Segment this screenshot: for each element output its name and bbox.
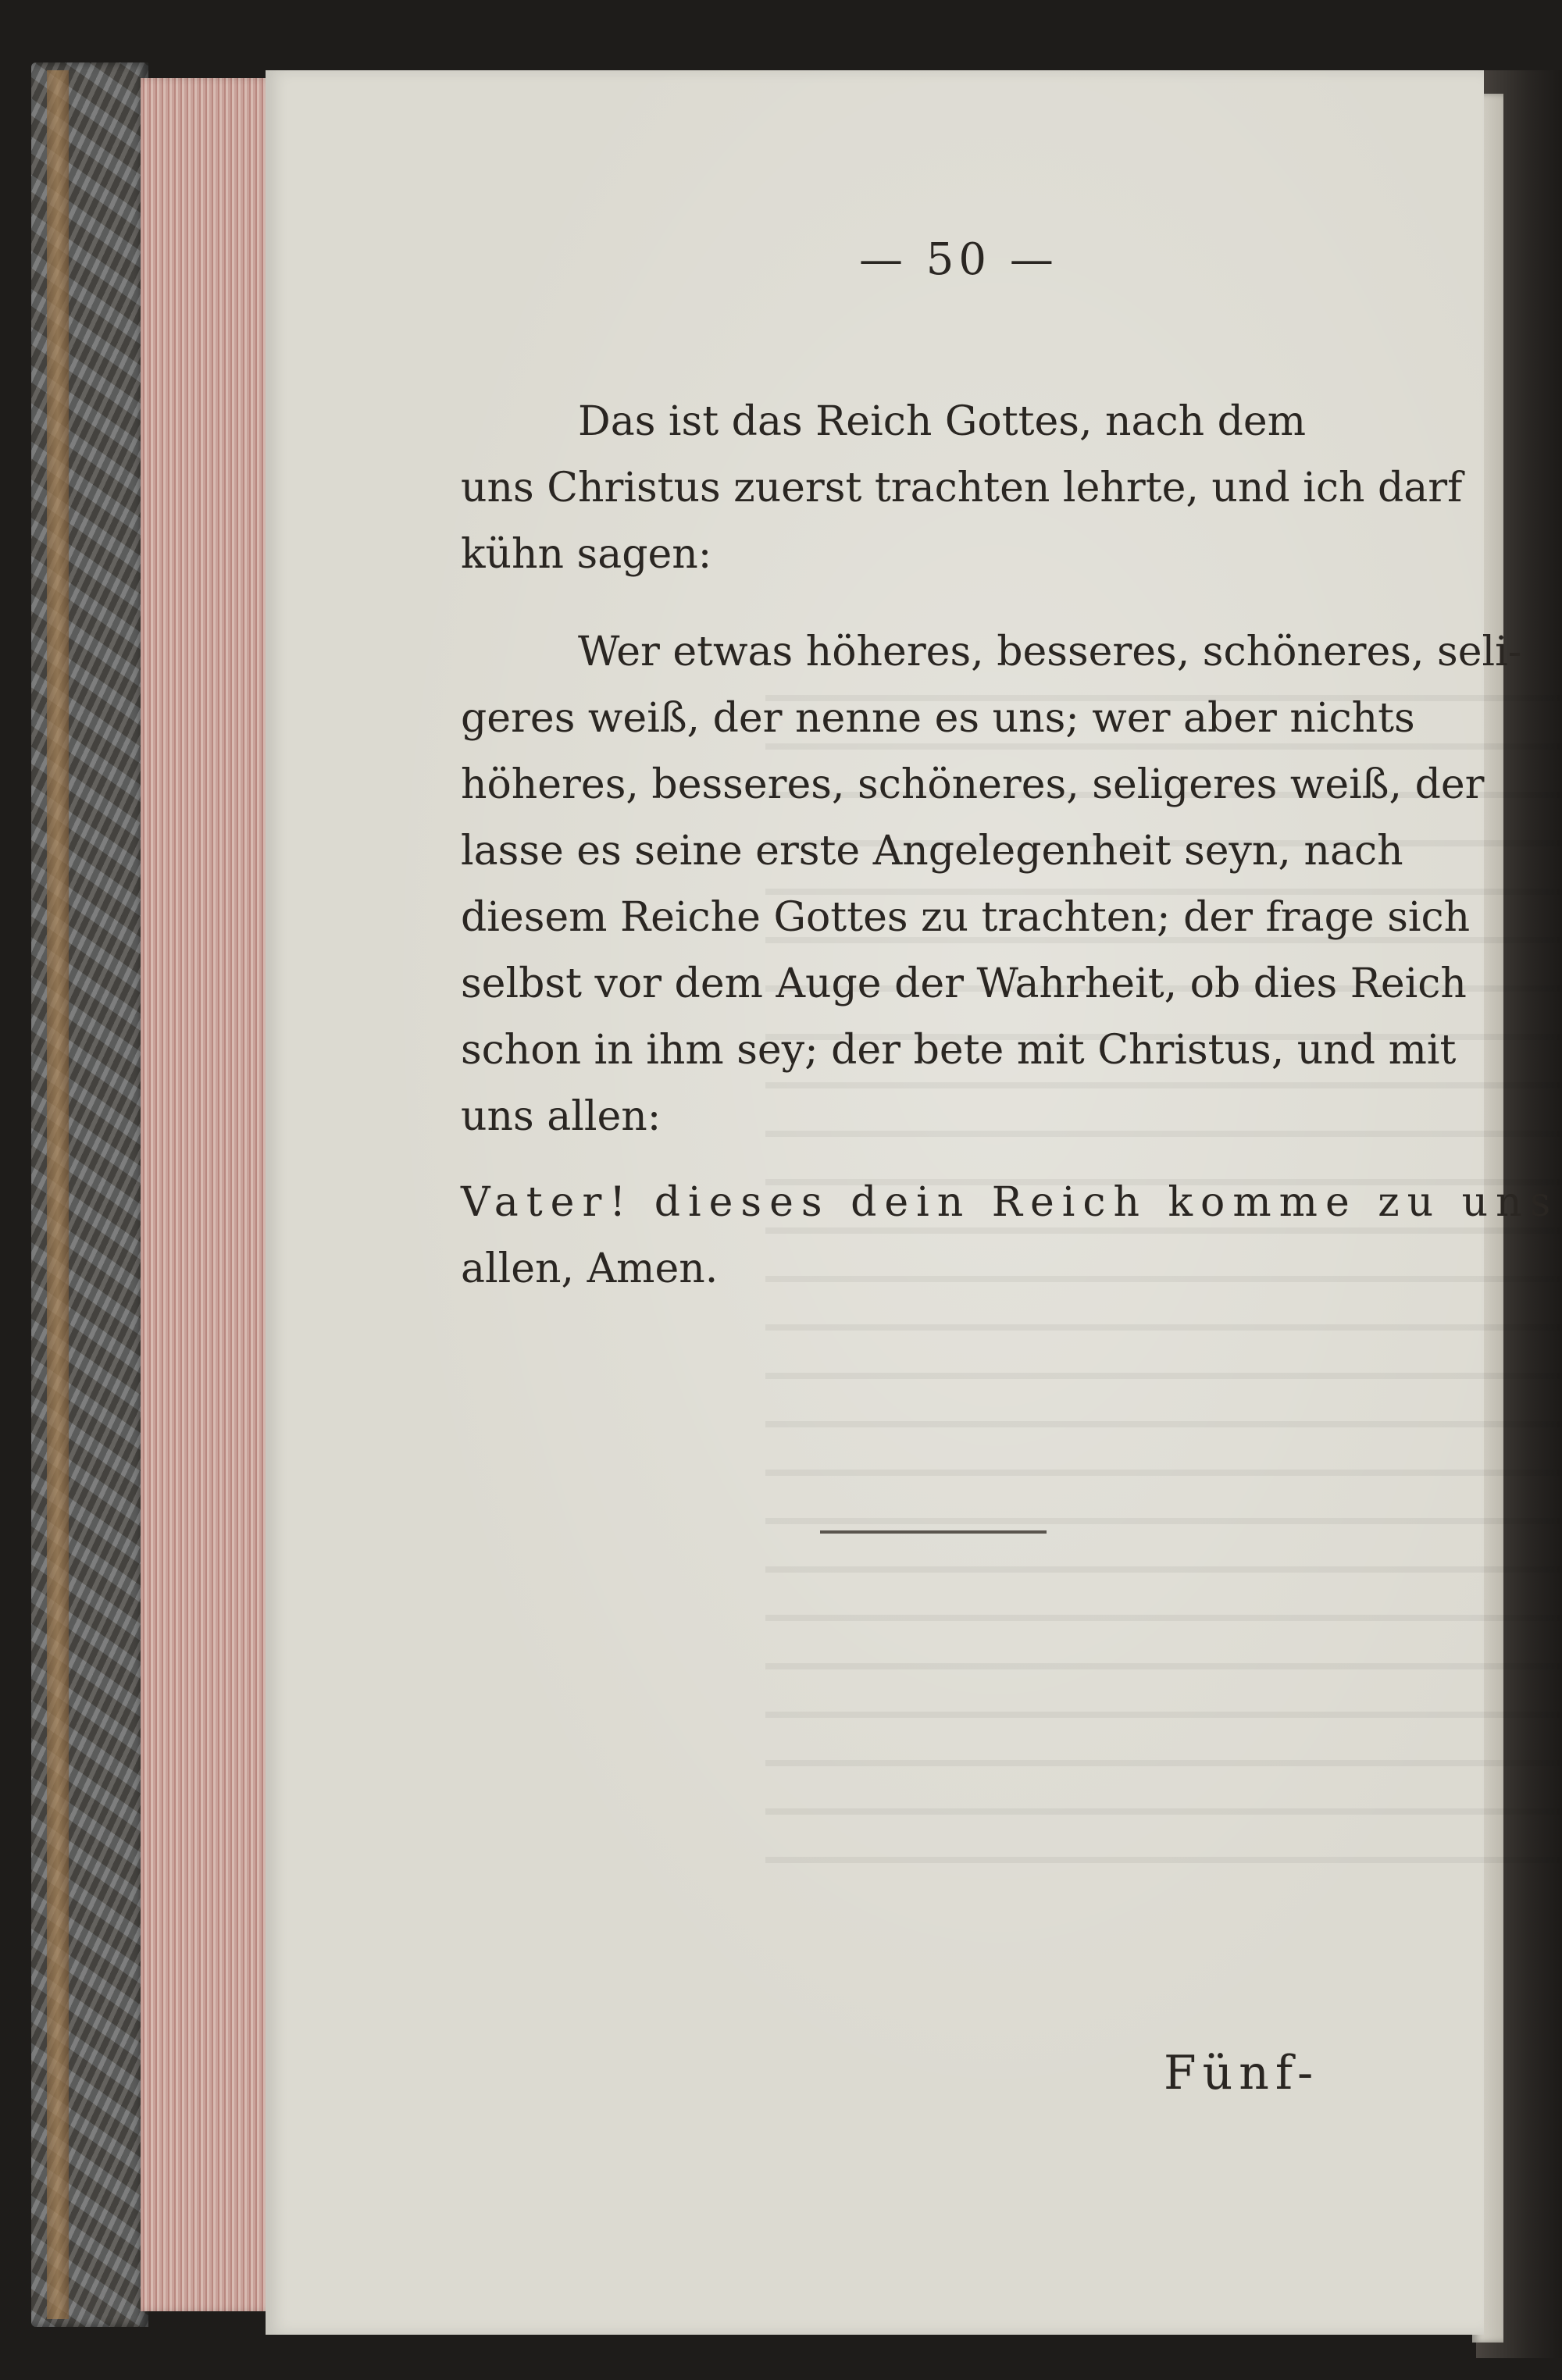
page-number: — 50 —: [859, 234, 1058, 285]
text-line: uns allen:: [461, 1093, 662, 1140]
catchword: Fünf-: [1164, 2046, 1320, 2100]
cover-edge: [47, 70, 69, 2319]
text-line: Wer etwas höheres, besseres, schöneres, seli-: [578, 629, 1522, 675]
text-line: geres weiß, der nenne es uns; wer aber nichts: [461, 695, 1415, 742]
text-line: kühn sagen:: [461, 531, 712, 578]
text-line: Das ist das Reich Gottes, nach dem: [578, 398, 1307, 445]
text-line: schon in ihm sey; der bete mit Christus, und mit: [461, 1027, 1457, 1074]
page-stack-edges: [141, 78, 273, 2311]
text-line: allen, Amen.: [461, 1245, 719, 1292]
book-page: [266, 70, 1559, 2335]
text-line: höheres, besseres, schöneres, seligeres weiß, der: [461, 761, 1485, 808]
text-line: uns Christus zuerst trachten lehrte, und ich darf: [461, 465, 1463, 511]
text-line: diesem Reiche Gottes zu trachten; der frage sich: [461, 894, 1471, 941]
text-line: selbst vor dem Auge der Wahrheit, ob dies Reich: [461, 960, 1467, 1007]
text-line: lasse es seine erste Angelegenheit seyn, nach: [461, 828, 1403, 875]
separator-rule: [820, 1530, 1047, 1534]
text-line: Vater! dieses dein Reich komme zu uns: [461, 1179, 1559, 1226]
